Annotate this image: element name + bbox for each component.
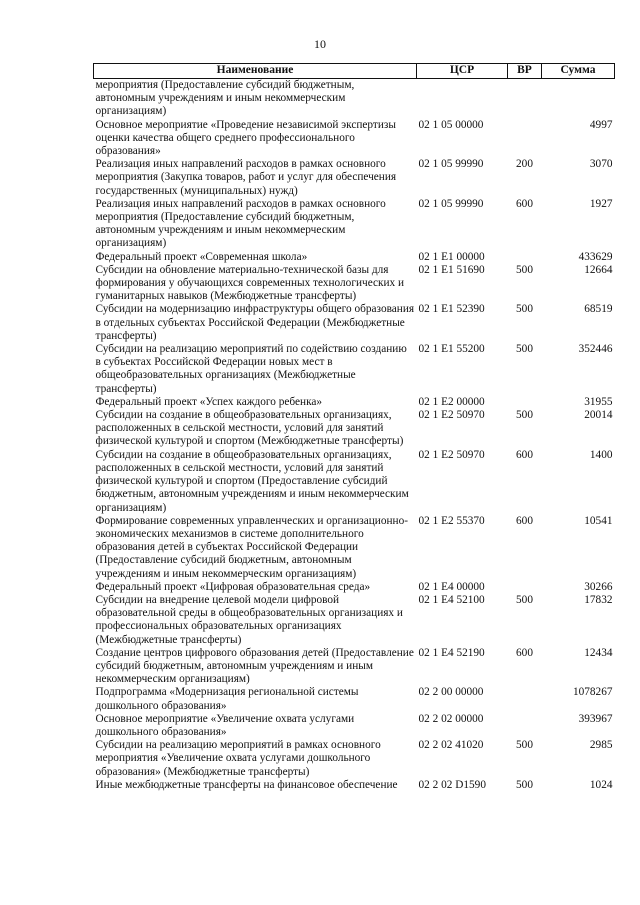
vr-cell (508, 79, 542, 119)
sum-cell: 2985 (589, 739, 613, 752)
name-cell: мероприятия (Предоставление субсидий бюджетным, автономным учреждениям и иным некоммерческим организациям) (95, 79, 355, 118)
vr-cell: 500 (516, 303, 533, 316)
table-row (94, 119, 615, 159)
name-cell: Субсидии на внедрение целевой модели цифровой образовательной среды в общеобразовательных организациях и профессиональных образовательных организациях (Межбюджетные трансферты) (95, 593, 403, 646)
table-row (94, 198, 615, 251)
table-row (94, 581, 615, 594)
sum-cell: 31955 (584, 395, 613, 408)
csr-cell: 02 1 E2 50970 (418, 448, 485, 461)
name-cell: Субсидии на создание в общеобразовательных организациях, расположенных в сельской местности, условий для занятий физической культурой и спортом (Межбюджетные трансферты) (95, 409, 404, 448)
csr-cell: 02 1 E1 52390 (418, 303, 485, 316)
sum-cell: 17832 (584, 593, 613, 606)
page-number: 10 (314, 37, 326, 51)
vr-cell (508, 713, 542, 739)
name-cell: Основное мероприятие «Увеличение охвата услугами дошкольного образования» (95, 712, 355, 738)
sum-cell: 352446 (578, 343, 613, 356)
table-row (94, 515, 615, 581)
csr-cell: 02 1 05 99990 (418, 158, 484, 171)
vr-cell: 200 (516, 158, 533, 171)
table-row (94, 251, 615, 264)
name-cell: Субсидии на обновление материально-технической базы для формирования у обучающихся современных технологических и гуманитарных навыков (Межбюджетные трансферты) (95, 263, 405, 303)
csr-cell: 02 1 E4 00000 (418, 580, 485, 593)
csr-cell: 02 1 E4 52190 (418, 646, 485, 659)
table-row (94, 396, 615, 409)
csr-cell: 02 2 02 D1590 (418, 778, 486, 791)
vr-cell (508, 251, 542, 264)
vr-cell (508, 119, 542, 159)
vr-cell: 600 (516, 514, 533, 527)
csr-cell: 02 1 E1 55200 (418, 343, 485, 356)
vr-cell: 500 (516, 593, 533, 606)
header-vr: ВР (508, 64, 542, 79)
sum-cell: 10541 (584, 514, 613, 527)
table-row (94, 449, 615, 515)
vr-cell: 500 (516, 409, 533, 422)
csr-cell: 02 1 05 00000 (418, 118, 484, 131)
sum-cell: 12664 (584, 263, 613, 276)
csr-cell: 02 2 02 00000 (418, 712, 484, 725)
name-cell: Реализация иных направлений расходов в рамках основного мероприятия (Закупка товаров, работ и услуг для обеспечения государственных (муниципальных) нужд) (95, 158, 397, 197)
table-row (94, 303, 615, 343)
vr-cell: 500 (516, 739, 533, 752)
sum-cell: 1024 (589, 778, 613, 791)
csr-cell: 02 2 00 00000 (418, 686, 484, 699)
sum-cell: 433629 (578, 250, 613, 263)
name-cell: Формирование современных управленческих и организационно-экономических механизмов в системе дополнительного образования детей в субъектах Российской Федерации (Предоставление субсидий бюджетным, автономным учреждениям и иным некоммерческим организациям) (95, 514, 409, 580)
name-cell: Субсидии на реализацию мероприятий в рамках основного мероприятия «Увеличение охвата услугами дошкольного образования» (Межбюджетные трансферты) (95, 739, 381, 778)
csr-cell: 02 2 02 41020 (418, 739, 484, 752)
table-row (94, 686, 615, 712)
vr-cell: 600 (516, 448, 533, 461)
table-header (94, 64, 615, 79)
name-cell: Субсидии на создание в общеобразовательных организациях, расположенных в сельской местности, условий для занятий физической культурой и спортом (Предоставление субсидий бюджетным, автономным учреждениям и иным некоммерческим организациям) (95, 448, 409, 514)
sum-cell: 3070 (589, 158, 613, 171)
csr-cell: 02 1 E2 55370 (418, 514, 485, 527)
table-row (94, 79, 615, 119)
vr-cell: 600 (516, 197, 533, 210)
vr-cell: 500 (516, 263, 533, 276)
name-cell: Субсидии на реализацию мероприятий по содействию созданию в субъектах Российской Федерации новых мест в общеобразовательных организациях (Межбюджетные трансферты) (95, 343, 407, 395)
sum-cell: 4997 (589, 118, 613, 131)
table-row (94, 264, 615, 304)
table-row (94, 779, 615, 792)
csr-cell: 02 1 05 99990 (418, 197, 484, 210)
name-cell: Федеральный проект «Цифровая образовательная среда» (95, 580, 371, 593)
table-body (94, 79, 615, 792)
sum-cell: 30266 (584, 580, 613, 593)
csr-cell (417, 79, 508, 119)
budget-table (93, 63, 615, 792)
csr-cell: 02 1 E2 50970 (418, 409, 485, 422)
name-cell: Подпрограмма «Модернизация региональной системы дошкольного образования» (95, 686, 359, 712)
sum-cell: 20014 (584, 409, 613, 422)
vr-cell (508, 396, 542, 409)
table-row (94, 158, 615, 198)
table-row (94, 594, 615, 647)
sum-cell: 1400 (589, 448, 613, 461)
vr-cell: 500 (516, 343, 533, 356)
sum-cell: 68519 (584, 303, 613, 316)
vr-cell: 500 (516, 778, 533, 791)
name-cell: Субсидии на модернизацию инфраструктуры общего образования в отдельных субъектах Российской Федерации (Межбюджетные трансферты) (95, 303, 415, 342)
table-row (94, 343, 615, 396)
table-row (94, 739, 615, 779)
vr-cell (508, 686, 542, 712)
name-cell: Реализация иных направлений расходов в рамках основного мероприятия (Предоставление субсидий бюджетным, автономным учреждениям и иным некоммерческим организациям) (95, 197, 386, 250)
sum-cell (542, 79, 615, 119)
csr-cell: 02 1 E4 52100 (418, 593, 485, 606)
header-csr: ЦСР (417, 64, 508, 79)
name-cell: Федеральный проект «Успех каждого ребенка» (95, 395, 323, 408)
sum-cell: 12434 (584, 646, 613, 659)
table-row (94, 647, 615, 687)
sum-cell: 393967 (578, 712, 613, 725)
csr-cell: 02 1 E2 00000 (418, 395, 485, 408)
table-row (94, 409, 615, 449)
name-cell: Федеральный проект «Современная школа» (95, 250, 308, 263)
vr-cell: 600 (516, 646, 533, 659)
name-cell: Иные межбюджетные трансферты на финансовое обеспечение (95, 778, 398, 791)
name-cell: Создание центров цифрового образования детей (Предоставление субсидий бюджетным, автономным учреждениям и иным некоммерческим организациям) (95, 646, 414, 686)
header-name: Наименование (94, 64, 417, 79)
csr-cell: 02 1 E1 00000 (418, 250, 485, 263)
sum-cell: 1927 (589, 197, 613, 210)
vr-cell (508, 581, 542, 594)
name-cell: Основное мероприятие «Проведение независимой экспертизы оценки качества общего среднего профессионального образования» (95, 118, 396, 158)
sum-cell: 1078267 (572, 686, 613, 699)
csr-cell: 02 1 E1 51690 (418, 263, 485, 276)
table-row (94, 713, 615, 739)
header-sum: Сумма (542, 64, 615, 79)
